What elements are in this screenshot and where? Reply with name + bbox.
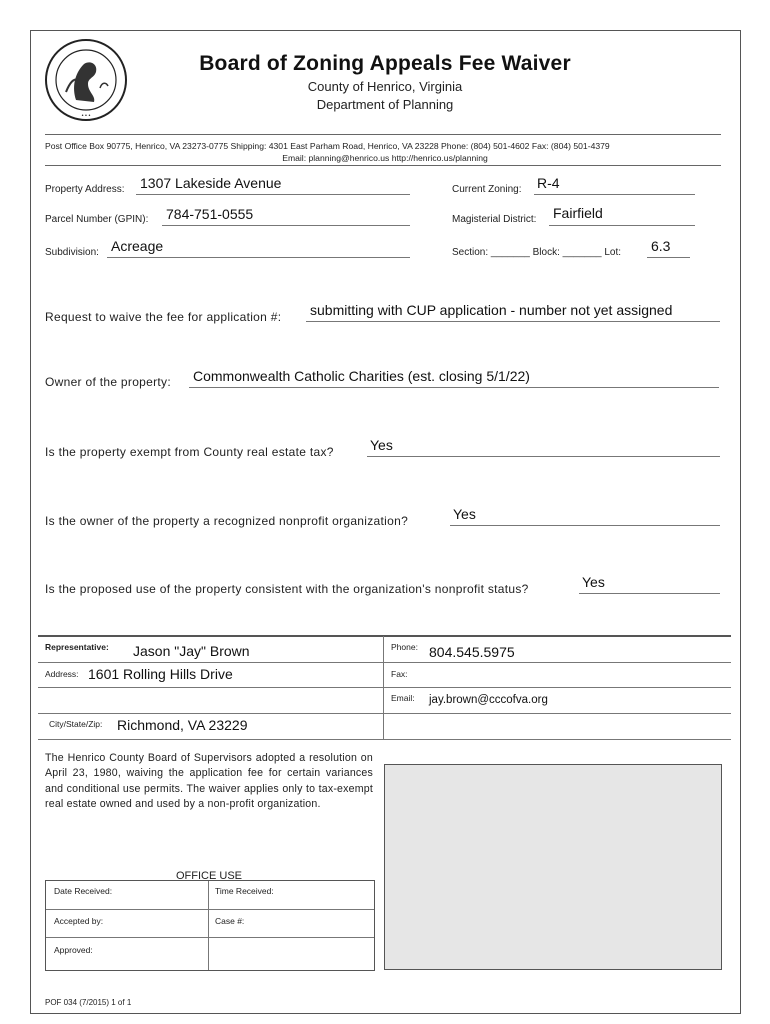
parcel-number-underline [162,225,410,226]
email-label: Email: [391,693,415,703]
representative-field[interactable]: Jason "Jay" Brown [133,643,250,659]
application-number-underline [306,321,720,322]
case-number-label: Case #: [215,916,245,926]
rep-address-field[interactable]: 1601 Rolling Hills Drive [88,666,233,682]
application-number-field[interactable]: submitting with CUP application - number not yet assigned [310,302,673,318]
fee-waiver-notice: The Henrico County Board of Supervisors adopted a resolution on April 23, 1980, waiving the application fee for certain variances and conditional use permits. The waiver applies only to tax-exempt real estate owned and used by a non-profit organization. [45,752,373,811]
nonprofit-underline [450,525,720,526]
header-rule-top [45,134,721,135]
rep-row-rule-2 [38,687,383,688]
current-zoning-field[interactable]: R-4 [537,175,560,191]
lot-field[interactable]: 6.3 [651,238,671,254]
nonprofit-answer-field[interactable]: Yes [453,506,476,522]
current-zoning-underline [534,194,695,195]
office-table-rule-1 [46,909,374,910]
fax-label: Fax: [391,669,408,679]
consistent-use-answer-field[interactable]: Yes [582,574,605,590]
subdivision-underline [107,257,410,258]
rep-row-rule-3b [383,713,731,714]
nonprofit-question-label: Is the owner of the property a recognized nonprofit organization? [45,514,409,528]
time-received-label: Time Received: [215,886,274,896]
rep-row-rule-3 [38,713,383,714]
office-table-divider [208,881,209,970]
tax-exempt-answer-field[interactable]: Yes [370,437,393,453]
subdivision-field[interactable]: Acreage [111,238,164,254]
county-name: County of Henrico, Virginia [307,79,463,94]
contact-email-line: Email: planning@henrico.us http://henrico.us/planning [282,153,488,163]
city-state-zip-field[interactable]: Richmond, VA 23229 [117,717,248,733]
rep-section-top-rule [38,635,731,637]
magisterial-district-underline [549,225,695,226]
property-address-underline [136,194,410,195]
approved-label: Approved: [54,945,93,955]
form-id-footer: POF 034 (7/2015) 1 of 1 [45,998,132,1007]
tax-exempt-underline [367,456,720,457]
phone-field[interactable]: 804.545.5975 [429,644,515,660]
staff-notes-box [384,764,722,970]
office-use-table [45,880,375,971]
magisterial-district-field[interactable]: Fairfield [553,205,603,221]
section-block-lot-label: Section: _______ Block: _______ Lot: [452,247,622,258]
consistent-use-question-label: Is the proposed use of the property consistent with the organization's nonprofit status? [45,582,529,596]
application-number-label: Request to waive the fee for application #: [45,310,282,324]
tax-exempt-question-label: Is the property exempt from County real estate tax? [45,445,334,459]
parcel-number-label: Parcel Number (GPIN): [45,214,149,225]
magisterial-district-label: Magisterial District: [452,214,537,225]
property-owner-field[interactable]: Commonwealth Catholic Charities (est. closing 5/1/22) [193,368,530,384]
parcel-number-field[interactable]: 784-751-0555 [166,206,254,222]
office-use-title: OFFICE USE [176,870,243,882]
svg-text:• • •: • • • [81,113,91,119]
property-address-label: Property Address: [45,184,125,195]
property-owner-label: Owner of the property: [45,375,171,389]
header-rule-bottom [45,165,721,166]
subdivision-label: Subdivision: [45,247,99,258]
representative-label: Representative: [45,642,109,652]
rep-row-rule-1b [383,662,731,663]
rep-row-rule-2b [383,687,731,688]
office-table-rule-2 [46,937,374,938]
current-zoning-label: Current Zoning: [452,184,522,195]
city-state-zip-label: City/State/Zip: [49,719,103,729]
consistent-use-underline [579,593,720,594]
property-address-field[interactable]: 1307 Lakeside Avenue [140,175,282,191]
department-name: Department of Planning [316,97,454,112]
property-owner-underline [189,387,719,388]
phone-label: Phone: [391,642,418,652]
rep-address-label: Address: [45,669,79,679]
email-field[interactable]: jay.brown@cccofva.org [429,694,548,706]
contact-address-line: Post Office Box 90775, Henrico, VA 23273-0775 Shipping: 4301 East Parham Road, Henrico, VA 23228 Phone: (804) 501-4602 Fax: (804) 501-4379 [45,141,610,151]
rep-row-rule-4 [38,739,383,740]
accepted-by-label: Accepted by: [54,916,104,926]
form-title: Board of Zoning Appeals Fee Waiver [199,52,571,75]
rep-row-rule-4b [383,739,731,740]
date-received-label: Date Received: [54,886,113,896]
rep-row-rule-1 [38,662,383,663]
lot-underline [647,257,690,258]
